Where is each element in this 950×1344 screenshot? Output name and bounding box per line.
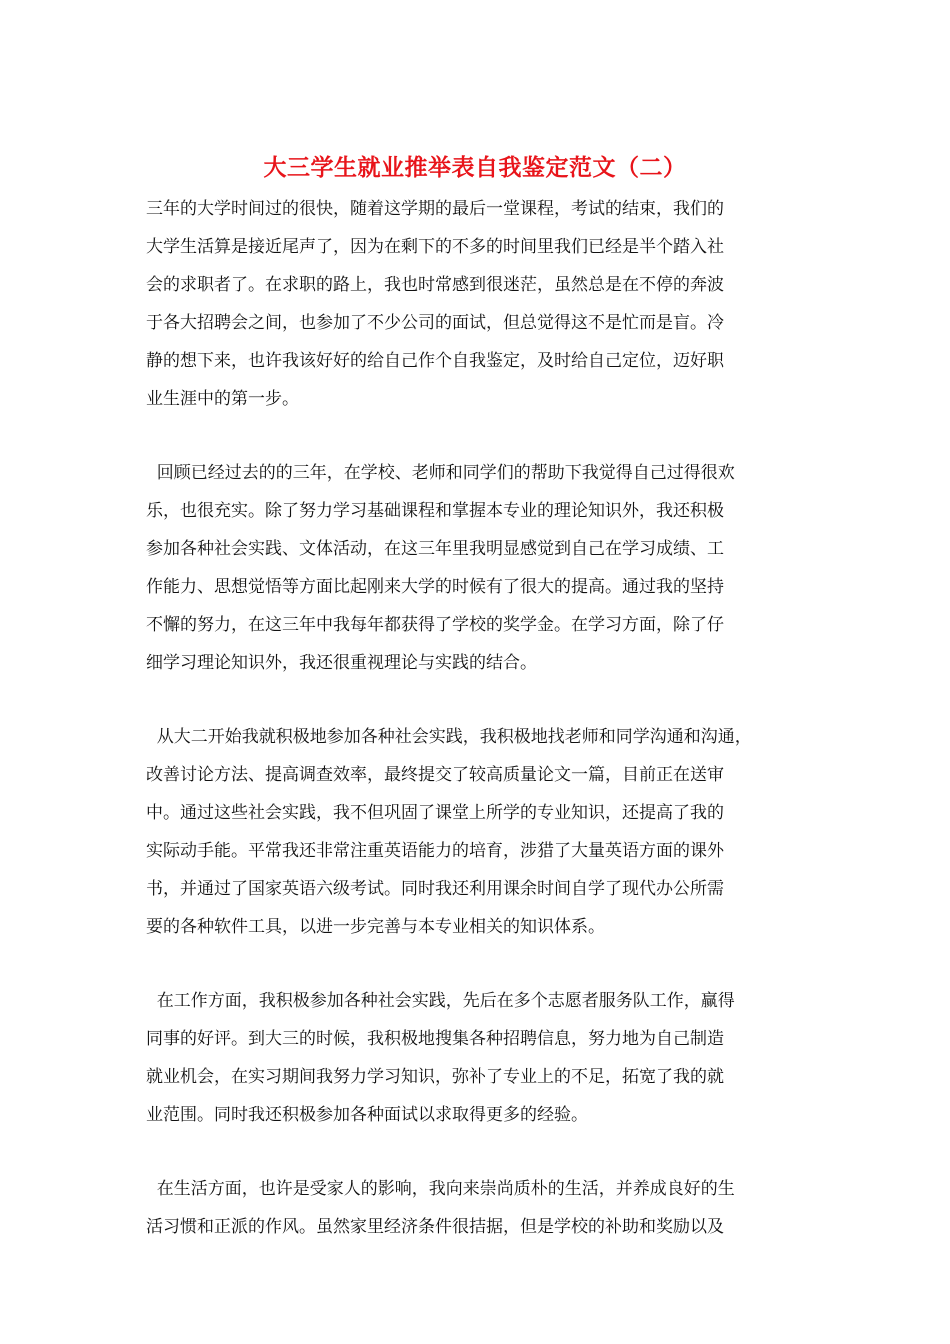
paragraph-1	[146, 190, 816, 418]
text-line: 要的各种软件工具，以进一步完善与本专业相关的知识体系。	[146, 917, 605, 937]
document-title: 大三学生就业推举表自我鉴定范文（二）	[263, 154, 687, 181]
text-line: 参加各种社会实践、文体活动，在这三年里我明显感觉到自己在学习成绩、工	[146, 539, 724, 559]
text-line: 从大二开始我就积极地参加各种社会实践，我积极地找老师和同学沟通和沟通，	[146, 727, 752, 747]
text-line: 中。通过这些社会实践，我不但巩固了课堂上所学的专业知识，还提高了我的	[146, 803, 724, 823]
text-line: 就业机会，在实习期间我努力学习知识，弥补了专业上的不足，拓宽了我的就	[146, 1067, 724, 1087]
text-line: 业范围。同时我还积极参加各种面试以求取得更多的经验。	[146, 1105, 588, 1125]
text-line: 细学习理论知识外，我还很重视理论与实践的结合。	[146, 653, 537, 673]
text-line: 会的求职者了。在求职的路上，我也时常感到很迷茫，虽然总是在不停的奔波	[146, 275, 724, 295]
paragraph-5	[146, 1170, 816, 1246]
text-line: 实际动手能。平常我还非常注重英语能力的培育，涉猎了大量英语方面的课外	[146, 841, 724, 861]
text-line: 乐，也很充实。除了努力学习基础课程和掌握本专业的理论知识外，我还积极	[146, 501, 724, 521]
text-line: 不懈的努力，在这三年中我每年都获得了学校的奖学金。在学习方面，除了仔	[146, 615, 724, 635]
text-line: 在生活方面，也许是受家人的影响，我向来崇尚质朴的生活，并养成良好的生	[146, 1179, 735, 1199]
text-line: 三年的大学时间过的很快，随着这学期的最后一堂课程，考试的结束，我们的	[146, 199, 724, 219]
text-line: 活习惯和正派的作风。虽然家里经济条件很拮据，但是学校的补助和奖励以及	[146, 1217, 724, 1237]
text-line: 作能力、思想觉悟等方面比起刚来大学的时候有了很大的提高。通过我的坚持	[146, 577, 724, 597]
text-line: 于各大招聘会之间，也参加了不少公司的面试，但总觉得这不是忙而是盲。冷	[146, 313, 724, 333]
text-line: 书，并通过了国家英语六级考试。同时我还利用课余时间自学了现代办公所需	[146, 879, 724, 899]
text-line: 改善讨论方法、提高调查效率，最终提交了较高质量论文一篇，目前正在送审	[146, 765, 724, 785]
text-line: 回顾已经过去的的三年，在学校、老师和同学们的帮助下我觉得自己过得很欢	[146, 463, 735, 483]
text-line: 静的想下来，也许我该好好的给自己作个自我鉴定，及时给自己定位，迈好职	[146, 351, 724, 371]
text-line: 在工作方面，我积极参加各种社会实践，先后在多个志愿者服务队工作，赢得	[146, 991, 735, 1011]
paragraph-3	[146, 718, 816, 946]
document-body	[146, 190, 816, 1282]
paragraph-4	[146, 982, 816, 1134]
paragraph-2	[146, 454, 816, 682]
text-line: 业生涯中的第一步。	[146, 389, 299, 409]
text-line: 同事的好评。到大三的时候，我积极地搜集各种招聘信息，努力地为自己制造	[146, 1029, 724, 1049]
text-line: 大学生活算是接近尾声了，因为在剩下的不多的时间里我们已经是半个踏入社	[146, 237, 724, 257]
